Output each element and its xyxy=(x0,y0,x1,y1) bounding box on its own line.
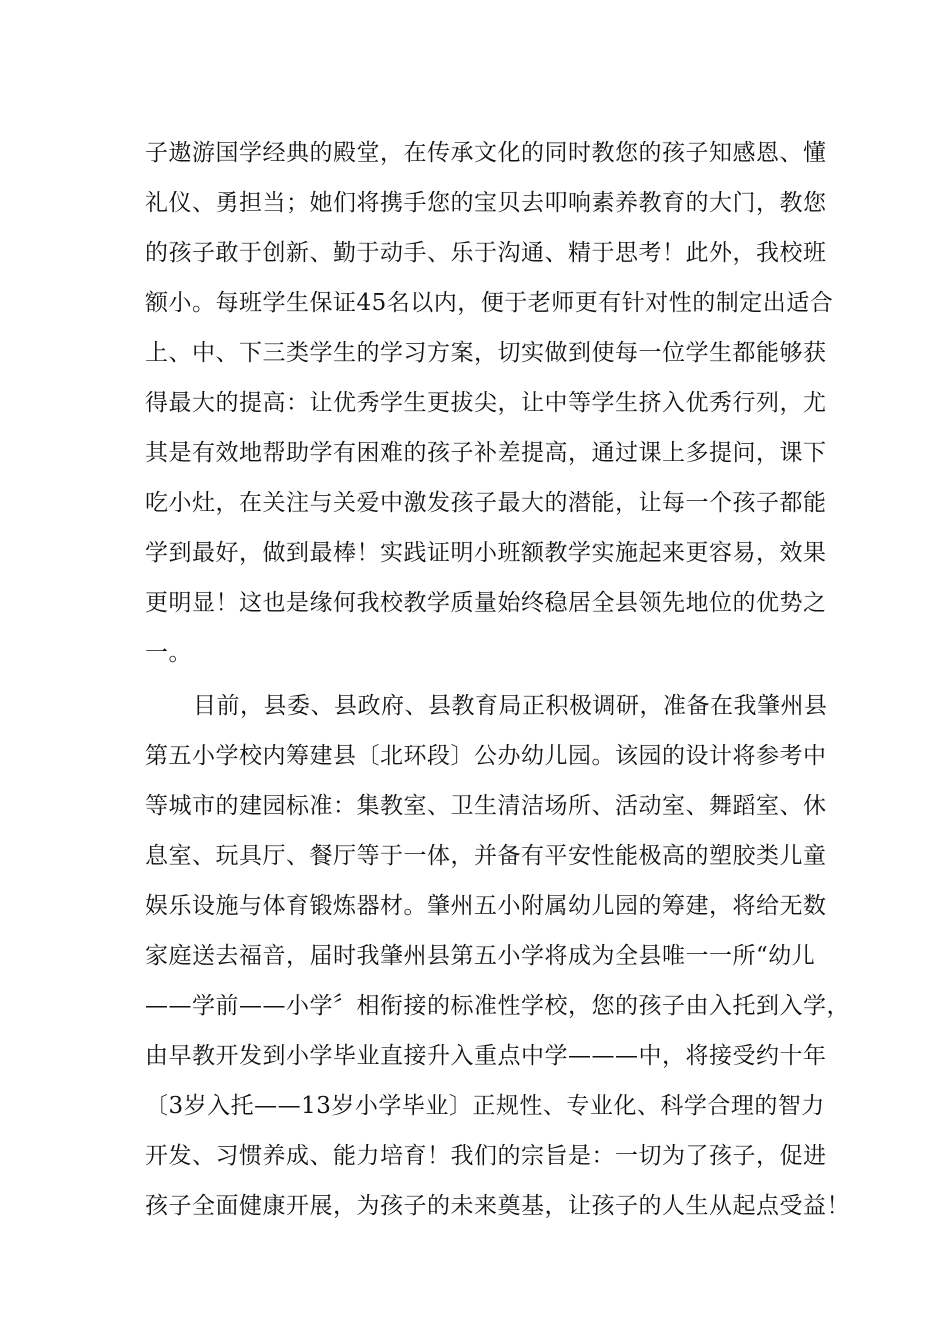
text-line: 息室、玩具厅、餐厅等于一体，并备有平安性能极高的塑胶类儿童 xyxy=(145,843,827,869)
text-line: 礼仪、勇担当；她们将携手您的宝贝去叩响素养教育的大门，教您 xyxy=(145,190,827,216)
text-line: 第五小学校内筹建县〔北环段〕公办幼儿园。该园的设计将参考中 xyxy=(145,743,827,769)
text-line: 更明显！这也是缘何我校教学质量始终稳居全县领先地位的优势之 xyxy=(145,590,827,616)
text-line-last: 一。 xyxy=(145,640,192,666)
text-line-first: 目前，县委、县政府、县教育局正积极调研，准备在我肇州县 xyxy=(193,693,828,719)
text-line: 的孩子敢于创新、勤于动手、乐于沟通、精于思考！此外，我校班 xyxy=(145,240,827,266)
text-line: 家庭送去福音，届时我肇州县第五小学将成为全县唯一一所“幼儿 xyxy=(145,943,816,969)
paragraph-school-features xyxy=(145,128,834,678)
text-line: 学到最好，做到最棒！实践证明小班额教学实施起来更容易，效果 xyxy=(145,540,827,566)
text-line: 子遨游国学经典的殿堂，在传承文化的同时教您的孩子知感恩、懂 xyxy=(145,140,827,166)
text-line: 上、中、下三类学生的学习方案，切实做到使每一位学生都能够获 xyxy=(145,340,827,366)
text-line: 吃小灶，在关注与关爱中激发孩子最大的潜能，让每一个孩子都能 xyxy=(145,490,827,516)
text-line: 孩子全面健康开展，为孩子的未来奠基，让孩子的人生从起点受益！ xyxy=(145,1193,850,1219)
text-line: ——学前——小学〞相衔接的标准性学校，您的孩子由入托到入学， xyxy=(145,993,850,1019)
text-line: 等城市的建园标准：集教室、卫生清洁场所、活动室、舞蹈室、休 xyxy=(145,793,827,819)
text-line: 娱乐设施与体育锻炼器材。肇州五小附属幼儿园的筹建，将给无数 xyxy=(145,893,827,919)
text-line: 〔3岁入托——13岁小学毕业〕正规性、专业化、科学合理的智力 xyxy=(145,1093,825,1119)
paragraph-kindergarten-plan xyxy=(145,681,850,1231)
text-line: 其是有效地帮助学有困难的孩子补差提高，通过课上多提问，课下 xyxy=(145,440,827,466)
text-line: 开发、习惯养成、能力培育！我们的宗旨是：一切为了孩子，促进 xyxy=(145,1143,827,1169)
text-line: 由早教开发到小学毕业直接升入重点中学———中，将接受约十年 xyxy=(145,1043,827,1069)
text-line: 得最大的提高：让优秀学生更拔尖，让中等学生挤入优秀行列，尤 xyxy=(145,390,827,416)
text-line: 额小。每班学生保证45名以内，便于老师更有针对性的制定出适合 xyxy=(145,290,834,316)
